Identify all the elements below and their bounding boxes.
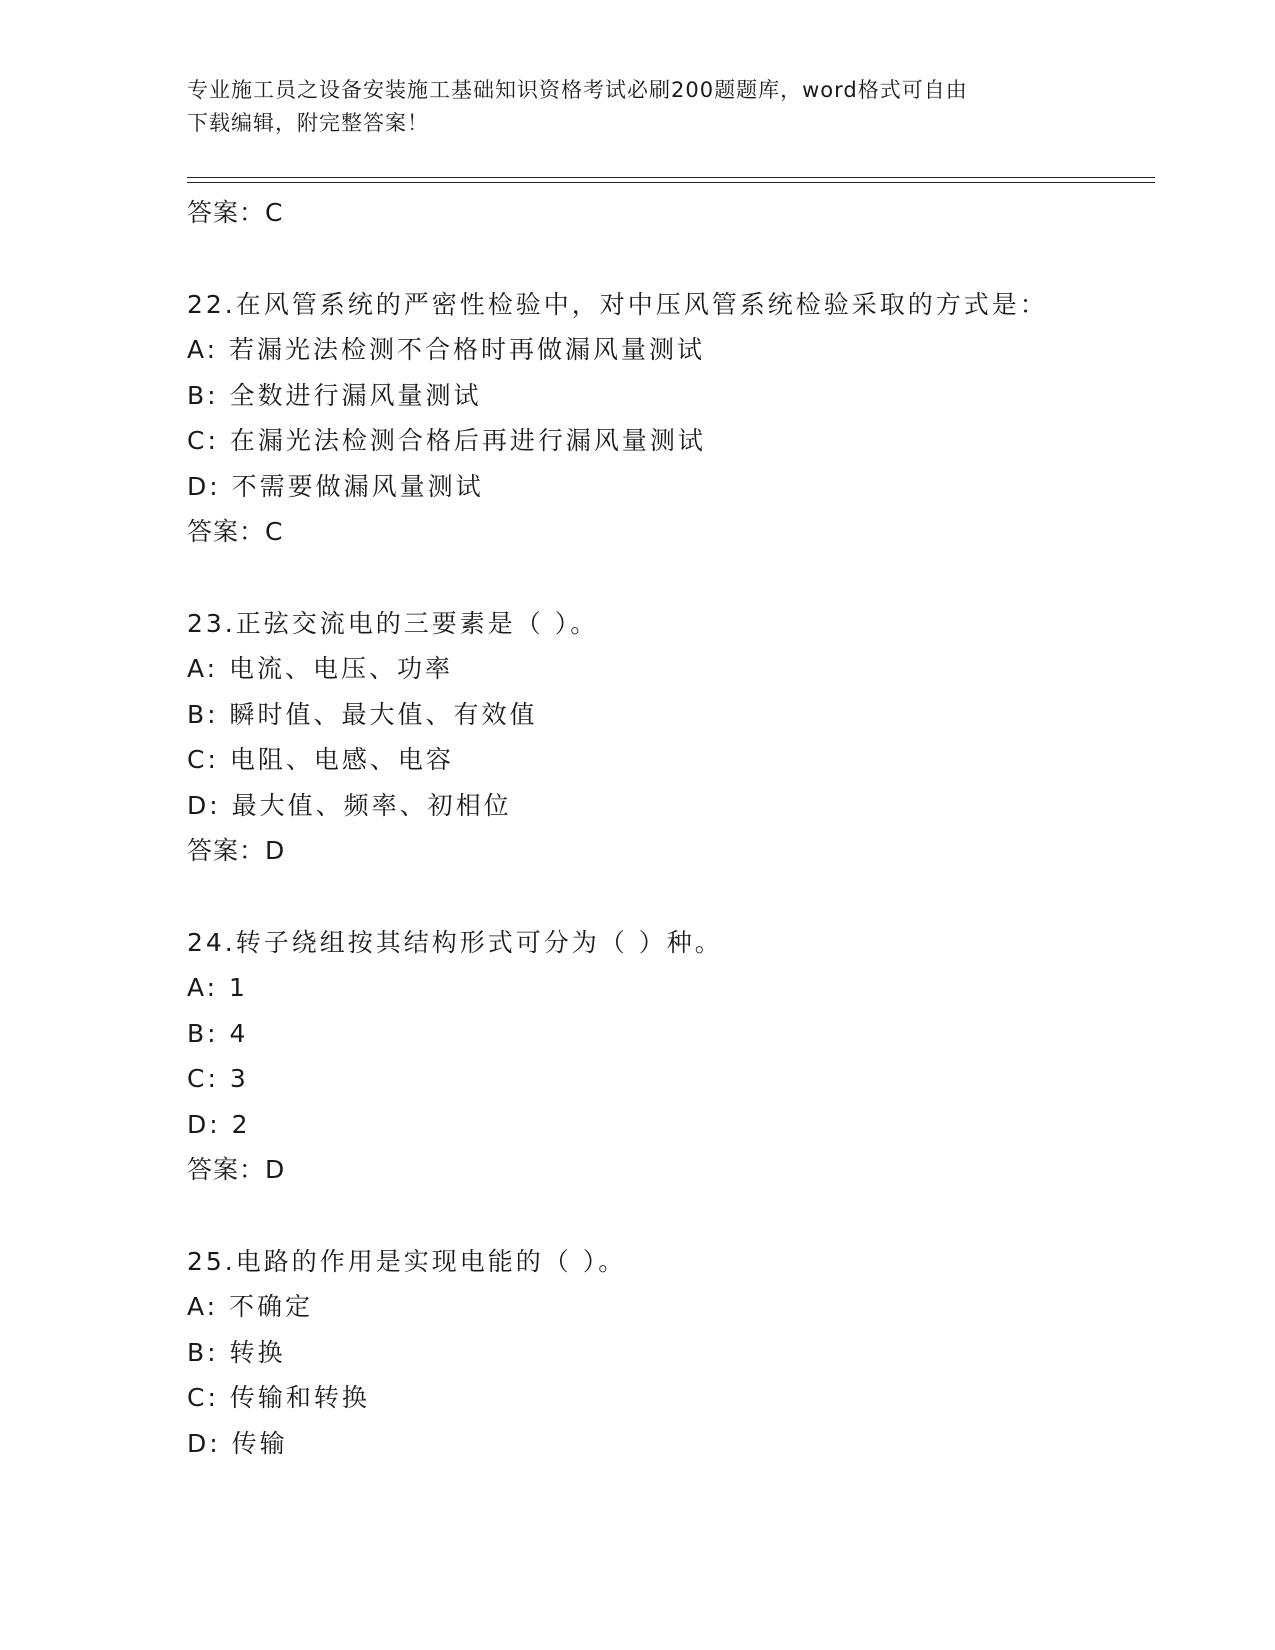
question-22 (187, 282, 1155, 555)
option-c: C: 在漏光法检测合格后再进行漏风量测试 (187, 426, 706, 455)
option-a: A: 不确定 (187, 1292, 314, 1321)
header-rule-top (187, 177, 1155, 178)
header-line-2: 下载编辑，附完整答案！ (187, 111, 429, 135)
answer: 答案：C (187, 517, 284, 546)
document-header (187, 74, 1067, 140)
header-line-1: 专业施工员之设备安装施工基础知识资格考试必刷200题题库，word格式可自由 (187, 78, 968, 102)
question-stem: 23.正弦交流电的三要素是（ ）。 (187, 608, 599, 638)
spacer (187, 555, 1155, 601)
option-d: D: 传输 (187, 1428, 288, 1458)
question-25 (187, 1239, 1155, 1467)
option-b: B: 4 (187, 1018, 249, 1048)
option-a: A: 若漏光法检测不合格时再做漏风量测试 (187, 335, 706, 364)
option-a: A: 1 (187, 973, 248, 1002)
option-c: C: 传输和转换 (187, 1383, 370, 1412)
answer: 答案：D (187, 836, 286, 865)
spacer (187, 874, 1155, 920)
option-b: B: 转换 (187, 1337, 286, 1367)
option-a: A: 电流、电压、功率 (187, 654, 454, 683)
answer: 答案：D (187, 1155, 286, 1184)
question-stem: 22.在风管系统的严密性检验中，对中压风管系统检验采取的方式是： (187, 289, 1048, 319)
option-c: C: 3 (187, 1064, 249, 1093)
option-d: D: 2 (187, 1109, 251, 1139)
option-d: D: 不需要做漏风量测试 (187, 471, 484, 501)
spacer (187, 236, 1155, 282)
spacer (187, 1193, 1155, 1239)
question-stem: 25.电路的作用是实现电能的（ ）。 (187, 1246, 627, 1276)
question-stem: 24.转子绕组按其结构形式可分为（ ）种。 (187, 927, 723, 957)
option-b: B: 全数进行漏风量测试 (187, 380, 482, 410)
option-c: C: 电阻、电感、电容 (187, 745, 454, 774)
question-24 (187, 920, 1155, 1193)
header-rule-bottom (187, 182, 1155, 183)
answer-previous: 答案：C (187, 198, 284, 227)
option-d: D: 最大值、频率、初相位 (187, 790, 512, 820)
option-b: B: 瞬时值、最大值、有效值 (187, 699, 538, 729)
question-list (187, 190, 1155, 1466)
question-23 (187, 601, 1155, 874)
